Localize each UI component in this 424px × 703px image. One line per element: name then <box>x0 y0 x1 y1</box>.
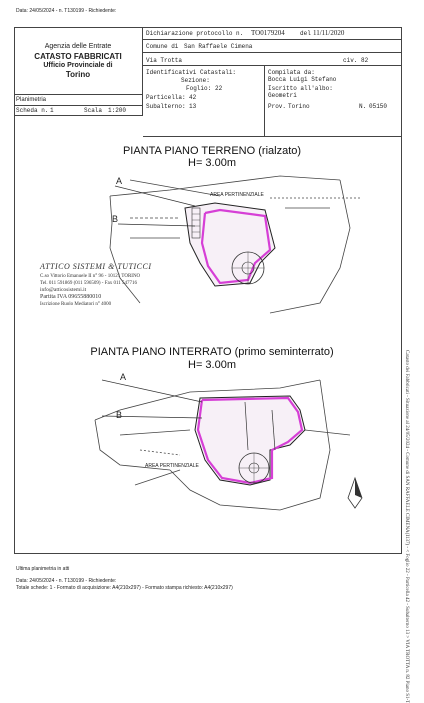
scheda-label: Scheda n. <box>16 107 49 114</box>
marker-a-ground: A <box>116 176 123 186</box>
footer-ultima: Ultima planimetria in atti <box>16 566 70 572</box>
particella-label: Particella: <box>146 94 186 101</box>
comune-value: San Raffaele Cimena <box>184 43 253 50</box>
marker-a-basement: A <box>120 372 127 382</box>
row-identificativi <box>143 66 265 137</box>
office-line: Ufficio Provinciale di <box>43 62 113 69</box>
firm-vat: Partita IVA 09655880010 <box>40 294 102 300</box>
planimetria-label: Planimetria <box>16 97 47 103</box>
side-note: Catasto dei Fabbricati - Situazione al 24/05/2024 - Comune di SAN RAFFAELE CIMENA(I137) - < Foglio 22 - Particella 42 - Subalterno 13 > VIA TROTTA n. 82 Piano S1-T <box>404 350 409 703</box>
compilata-value: Bocca Luigi Stefano <box>268 76 337 83</box>
subalterno-value: 13 <box>189 103 197 110</box>
particella-value: 42 <box>189 94 197 101</box>
identificativi-label: Identificativi Catastali: <box>146 69 237 76</box>
ground-area-label: AREA PERTINENZIALE <box>210 192 264 198</box>
row-address <box>143 53 402 66</box>
foglio-label: Foglio: <box>186 85 212 92</box>
agency-header <box>14 27 143 95</box>
firm-phone: Tel. 011 591869 (011 596509) - Fax 011 547716 <box>40 281 138 286</box>
marker-b-basement: B <box>116 410 123 420</box>
comune-label: Comune di <box>146 43 179 50</box>
scala-value: 1:200 <box>108 107 127 114</box>
agency-name: Agenzia delle Entrate <box>44 43 112 50</box>
footer-schede: Totale schede: 1 - Formato di acquisizione: A4(210x297) - Formato stampa richiesto: A4(210x297) <box>16 585 233 591</box>
planimetria-block <box>14 95 143 116</box>
protocol-number: TO0179204 <box>251 29 285 37</box>
row-compilata <box>265 66 402 137</box>
n-value: 05150 <box>369 103 388 110</box>
prov-label: Prov. <box>268 103 287 110</box>
ground-plan-height: H= 3.00m <box>188 157 236 169</box>
firm-register: Iscrizione Ruolo Mediatori n° 4000 <box>40 302 112 307</box>
protocol-date: 11/11/2020 <box>313 29 345 37</box>
north-arrow <box>348 478 362 508</box>
scala-label: Scala <box>84 107 103 114</box>
footer-data: Data: 24/05/2024 - n. T130199 - Richiedente: <box>16 578 117 584</box>
prov-value: Torino <box>288 103 310 110</box>
top-stamp: Data: 24/05/2024 - n. T130199 - Richiedente: <box>16 8 117 14</box>
ground-building-outline <box>185 203 275 286</box>
firm-name: ATTICO SISTEMI & TUTICCI <box>40 262 152 271</box>
firm-stamp <box>40 262 190 308</box>
civ-value: 82 <box>361 57 369 64</box>
iscritto-label: Iscritto all'albo: <box>268 85 333 92</box>
scheda-value: 1 <box>50 107 54 114</box>
planimetria-divider <box>14 105 142 106</box>
office-city: Torino <box>65 70 91 79</box>
del-label: del <box>300 30 311 37</box>
firm-address: C.so Vittorio Emanuele II n° 96 - 10121 TORINO <box>40 274 141 279</box>
albo-value: Geometri <box>268 92 297 99</box>
basement-area-label: AREA PERTINENZIALE <box>145 463 199 469</box>
via-value: Via Trotta <box>146 57 183 64</box>
row-protocol <box>143 27 402 40</box>
sezione-label: Sezione: <box>181 77 210 84</box>
basement-plan-title: PIANTA PIANO INTERRATO (primo seminterrato) <box>90 346 334 358</box>
row-comune <box>143 40 402 53</box>
compilata-label: Compilata da: <box>268 69 315 76</box>
ground-plan-title: PIANTA PIANO TERRENO (rialzato) <box>122 145 302 157</box>
protocol-label: Dichiarazione protocollo n. <box>146 30 244 37</box>
catasto-title: CATASTO FABBRICATI <box>34 52 122 61</box>
civ-label: civ. <box>343 57 358 64</box>
firm-email: info@atticosistemi.it <box>40 287 87 293</box>
basement-building-outline <box>195 396 305 485</box>
basement-plan-height: H= 3.00m <box>188 359 236 371</box>
n-label: N. <box>359 103 367 110</box>
subalterno-label: Subalterno: <box>146 103 186 110</box>
foglio-value: 22 <box>215 85 223 92</box>
declaration-block <box>143 27 402 137</box>
basement-floor-plan <box>20 370 400 520</box>
marker-b-ground: B <box>112 214 119 224</box>
